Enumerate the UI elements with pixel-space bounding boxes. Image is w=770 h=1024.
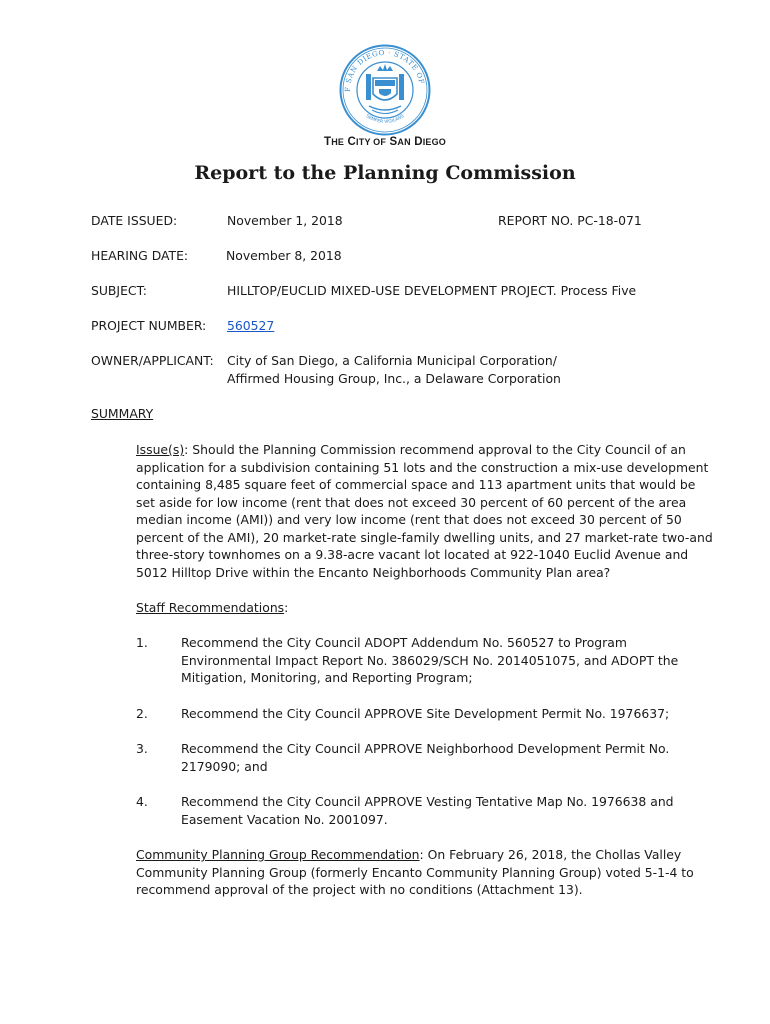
hearing-date-label: HEARING DATE:	[91, 248, 189, 263]
issue-line: application for a subdivision containing 51 lots and the construction a mix-use development	[136, 459, 709, 475]
project-number-link[interactable]: 560527	[227, 318, 275, 333]
issue-line: median income (AMI)) and very low income (rent that does not exceed 30 percent of 50	[136, 512, 682, 527]
recommendation-number: 2.	[136, 706, 148, 721]
summary-heading: SUMMARY	[91, 406, 154, 421]
issue-line: set aside for low income (rent that does not exceed 30 percent of 60 percent of the area	[136, 494, 687, 510]
recommendation-text: Recommend the City Council APPROVE Neighborhood Development Permit No. 2179090; and	[181, 741, 670, 774]
hearing-date-value: November 8, 2018	[226, 248, 342, 263]
svg-text:SEMPER VIGILANS: SEMPER VIGILANS	[364, 114, 406, 125]
issue-line: containing 8,485 square feet of commercial space and 113 apartment units that would be	[136, 477, 696, 492]
issue-line: three-story townhomes on a 9.38-acre vacant lot located at 922-1040 Euclid Avenue and	[136, 547, 689, 562]
city-seal-logo	[339, 44, 431, 136]
report-number: REPORT NO. PC-18-071	[498, 213, 642, 228]
recommendation-text: Recommend the City Council APPROVE Site Development Permit No. 1976637;	[181, 706, 670, 721]
staff-recommendations-heading: Staff Recommendations:	[136, 600, 289, 615]
issue-line: 5012 Hilltop Drive within the Encanto Neighborhoods Community Plan area?	[136, 564, 611, 580]
recommendation-text: Recommend the City Council APPROVE Vesting Tentative Map No. 1976638 and Easement Vacation No. 2001097.	[181, 794, 674, 827]
date-issued-value: November 1, 2018	[227, 213, 343, 228]
subject-value: HILLTOP/EUCLID MIXED-USE DEVELOPMENT PROJECT. Process Five	[227, 283, 637, 298]
recommendation-number: 4.	[136, 794, 148, 809]
date-issued-label: DATE ISSUED:	[91, 213, 178, 228]
recommendation-text: Recommend the City Council ADOPT Addendum No. 560527 to Program Environmental Impact Report No. 386029/SCH No. 2014051075, and ADOPT the Mitigation, Monitoring, and Reporting Program;	[181, 635, 679, 685]
report-title: Report to the Planning Commission	[194, 162, 576, 184]
city-name-heading: THE CITY OF SAN DIEGO	[323, 136, 447, 148]
owner-applicant-label: OWNER/APPLICANT:	[91, 353, 214, 368]
subject-label: SUBJECT:	[91, 283, 147, 298]
issue-label: Issue(s)	[136, 442, 185, 457]
community-planning-label: Community Planning Group Recommendation	[136, 847, 420, 862]
community-planning-paragraph: Community Planning Group Recommendation: On February 26, 2018, the Chollas Valley Community Planning Group (formerly Encanto Community Planning Group) voted 5-1-4 to recommend approval of the project with no conditions (Attachment 13).	[136, 847, 694, 897]
owner-applicant-line-1: City of San Diego, a California Municipal Corporation/	[227, 353, 557, 368]
issue-line: Issue(s): Should the Planning Commission recommend approval to the City Council of an	[136, 442, 686, 457]
issue-paragraph	[136, 441, 713, 581]
recommendation-number: 1.	[136, 635, 148, 650]
project-number-label: PROJECT NUMBER:	[91, 318, 207, 333]
recommendation-number: 3.	[136, 741, 148, 756]
owner-applicant-line-2: Affirmed Housing Group, Inc., a Delaware Corporation	[227, 371, 561, 386]
issue-line: percent of the AMI), 20 market-rate single-family dwelling units, and 27 market-rate two-and	[136, 529, 713, 545]
svg-text:THE CITY OF SAN DIEGO · STATE: F SAN DIEGO · STATE OF	[343, 48, 426, 92]
